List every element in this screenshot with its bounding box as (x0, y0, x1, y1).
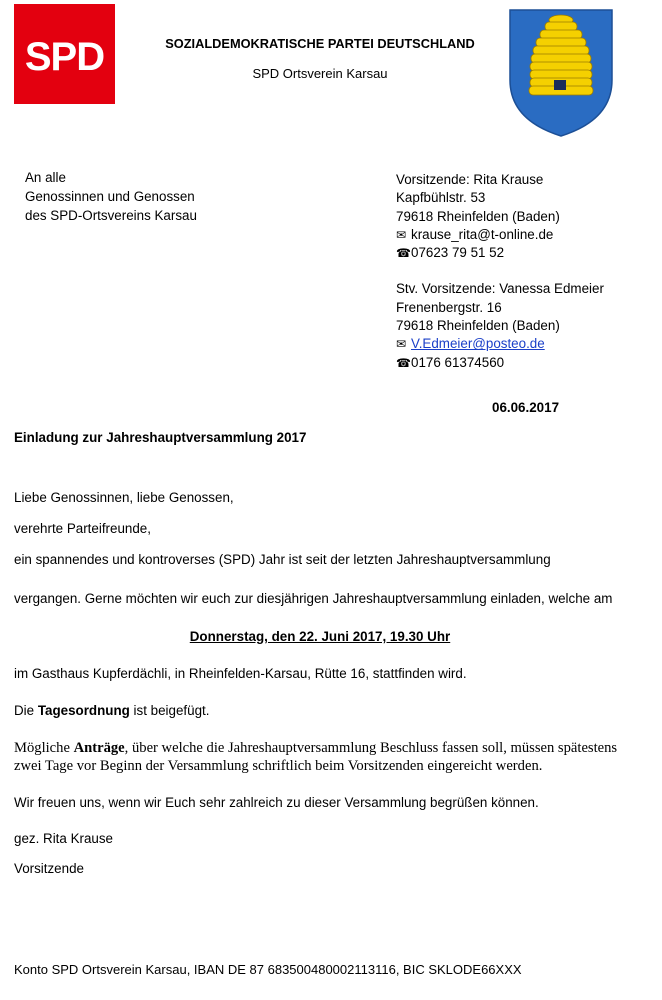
chair-phone: 07623 79 51 52 (411, 245, 505, 261)
agenda-bold: Tagesordnung (37, 703, 130, 718)
bank-account-footer: Konto SPD Ortsverein Karsau, IBAN DE 87 683500480002113116, BIC SKLODE66XXX (14, 962, 522, 977)
envelope-icon: ✉ (396, 337, 407, 352)
recipient-address (25, 168, 197, 225)
event-date: Donnerstag, den 22. Juni 2017, 19.30 Uhr (189, 629, 451, 644)
chair-street: Kapfbühlstr. 53 (396, 190, 486, 206)
envelope-icon: ✉ (396, 227, 407, 242)
greeting: Liebe Genossinnen, liebe Genossen, (14, 490, 234, 505)
signature: gez. Rita Krause (14, 831, 113, 846)
letter-subject: Einladung zur Jahreshauptversammlung 2017 (14, 430, 307, 445)
chair-phone-row (396, 244, 604, 262)
agenda-post: ist beigefügt. (129, 703, 210, 718)
vice-chair-email-link[interactable]: V.Edmeier@posteo.de (411, 336, 545, 352)
spd-logo-text: SPD (24, 34, 105, 79)
recipient-line: des SPD-Ortsvereins Karsau (25, 208, 197, 223)
recipient-line: Genossinnen und Genossen (25, 189, 195, 204)
letter-date: 06.06.2017 (492, 400, 560, 415)
chair-email-row (396, 226, 604, 244)
vice-chair-phone: 0176 61374560 (411, 354, 505, 370)
motions-paragraph (14, 739, 639, 775)
agenda-pre: Die (14, 703, 38, 718)
chair-email: krause_rita@t-online.de (411, 226, 554, 242)
greeting-2: verehrte Parteifreunde, (14, 521, 151, 536)
motions-bold: Anträge (73, 740, 125, 756)
telephone-icon: ☎ (396, 246, 411, 261)
chair-city: 79618 Rheinfelden (Baden) (396, 208, 560, 224)
coat-of-arms-icon (502, 2, 620, 140)
telephone-icon: ☎ (396, 355, 411, 370)
ortsverein-name: SPD Ortsverein Karsau (252, 66, 388, 81)
vice-chair-street: Frenenbergstr. 16 (396, 299, 502, 315)
agenda-note (14, 703, 209, 718)
motions-pre: Mögliche (14, 740, 74, 756)
contact-block (396, 171, 604, 372)
vice-chair-role: Stv. Vorsitzende: Vanessa Edmeier (396, 281, 604, 297)
body-line-1: ein spannendes und kontroverses (SPD) Jahr ist seit der letzten Jahreshauptversammlung (14, 552, 551, 567)
body-line-2: vergangen. Gerne möchten wir euch zur diesjährigen Jahreshauptversammlung einladen, welche am (14, 591, 613, 606)
vice-chair-email-row (396, 335, 604, 353)
chair-role: Vorsitzende: Rita Krause (396, 172, 544, 187)
spd-logo (14, 4, 115, 104)
vice-chair-phone-row (396, 354, 604, 372)
closing-line: Wir freuen uns, wenn wir Euch sehr zahlreich zu dieser Versammlung begrüßen können. (14, 795, 539, 810)
recipient-line: An alle (25, 170, 66, 185)
vice-chair-city: 79618 Rheinfelden (Baden) (396, 318, 560, 334)
signature-role: Vorsitzende (14, 861, 84, 876)
motions-post: , über welche die Jahreshauptversammlung Beschluss fassen soll, müssen spätestens zwei Tage vor Beginn der Versammlung schriftlich beim Vorsitzenden eingereicht werden. (14, 740, 618, 774)
event-location: im Gasthaus Kupferdächli, in Rheinfelden-Karsau, Rütte 16, stattfinden wird. (14, 666, 467, 681)
party-name: SOZIALDEMOKRATISCHE PARTEI DEUTSCHLAND (165, 36, 475, 51)
